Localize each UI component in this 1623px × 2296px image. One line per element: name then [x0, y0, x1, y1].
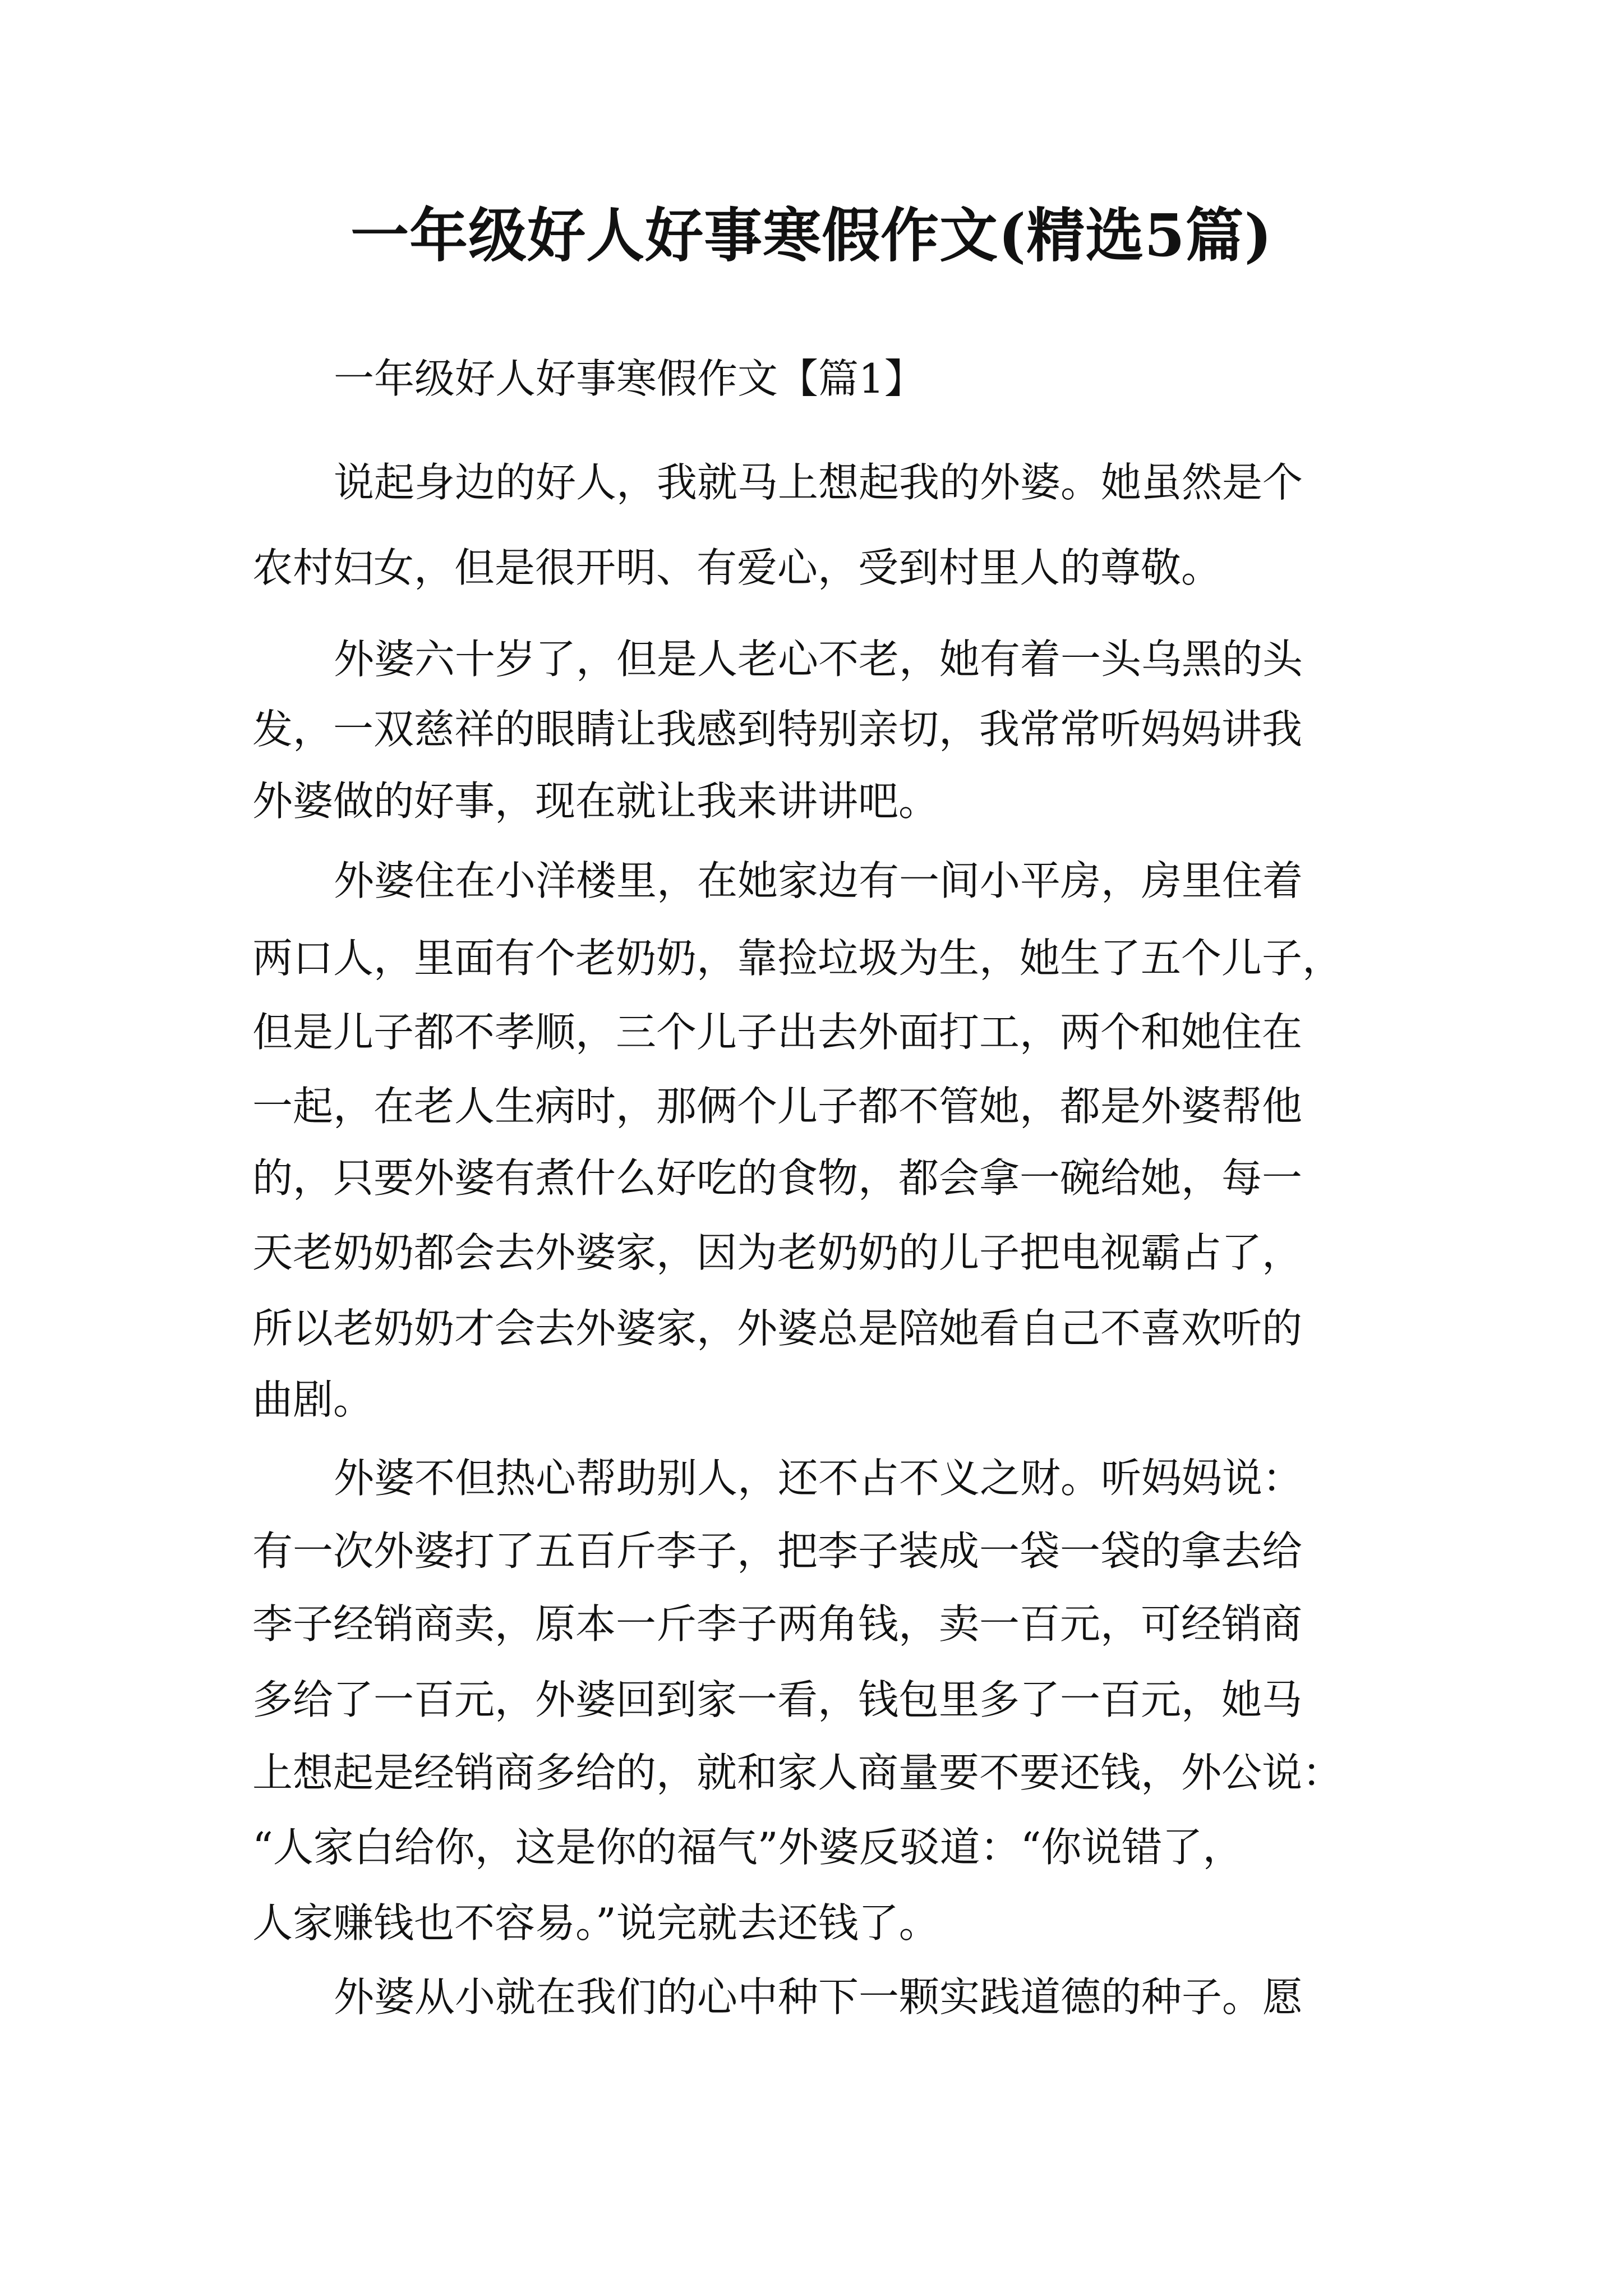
paragraph-line: 外婆六十岁了，但是人老心不老，她有着一头乌黑的头 — [334, 636, 1303, 683]
paragraph-line: 李子经销商卖，原本一斤李子两角钱，卖一百元，可经销商 — [252, 1600, 1303, 1648]
document-title: 一年级好人好事寒假作文(精选5篇) — [351, 201, 1272, 270]
paragraph-line: 外婆不但热心帮助别人，还不占不义之财。听妈妈说： — [334, 1455, 1303, 1502]
paragraph-line: 农村妇女，但是很开明、有爱心，受到村里人的尊敬。 — [252, 544, 1222, 591]
paragraph-line: “人家白给你，这是你的福气”外婆反驳道：“你说错了， — [252, 1824, 1243, 1871]
paragraph-line: 上想起是经销商多给的，就和家人商量要不要还钱，外公说： — [252, 1749, 1343, 1796]
paragraph-line: 一起，在老人生病时，那俩个儿子都不管她，都是外婆帮他 — [252, 1083, 1303, 1130]
paragraph-line: 发，一双慈祥的眼睛让我感到特别亲切，我常常听妈妈讲我 — [252, 706, 1303, 753]
paragraph-line: 所以老奶奶才会去外婆家，外婆总是陪她看自己不喜欢听的 — [252, 1305, 1303, 1352]
section-heading: 一年级好人好事寒假作文【篇1】 — [334, 355, 925, 402]
paragraph-line: 人家赚钱也不容易。”说完就去还钱了。 — [252, 1899, 939, 1947]
paragraph-line: 天老奶奶都会去外婆家，因为老奶奶的儿子把电视霸占了， — [252, 1229, 1303, 1276]
paragraph-line: 说起身边的好人，我就马上想起我的外婆。她虽然是个 — [334, 459, 1303, 506]
paragraph-line: 两口人，里面有个老奶奶，靠捡垃圾为生，她生了五个儿子， — [252, 935, 1343, 982]
paragraph-line: 外婆住在小洋楼里，在她家边有一间小平房，房里住着 — [334, 857, 1303, 904]
paragraph-line: 有一次外婆打了五百斤李子，把李子装成一袋一袋的拿去给 — [252, 1527, 1303, 1575]
paragraph-line: 外婆做的好事，现在就让我来讲讲吧。 — [252, 777, 939, 825]
paragraph-line: 外婆从小就在我们的心中种下一颗实践道德的种子。愿 — [334, 1973, 1303, 2021]
paragraph-line: 但是儿子都不孝顺，三个儿子出去外面打工，两个和她住在 — [252, 1009, 1303, 1056]
paragraph-line: 多给了一百元，外婆回到家一看，钱包里多了一百元，她马 — [252, 1676, 1303, 1723]
paragraph-line: 曲剧。 — [252, 1376, 374, 1423]
paragraph-line: 的，只要外婆有煮什么好吃的食物，都会拿一碗给她，每一 — [252, 1154, 1303, 1202]
